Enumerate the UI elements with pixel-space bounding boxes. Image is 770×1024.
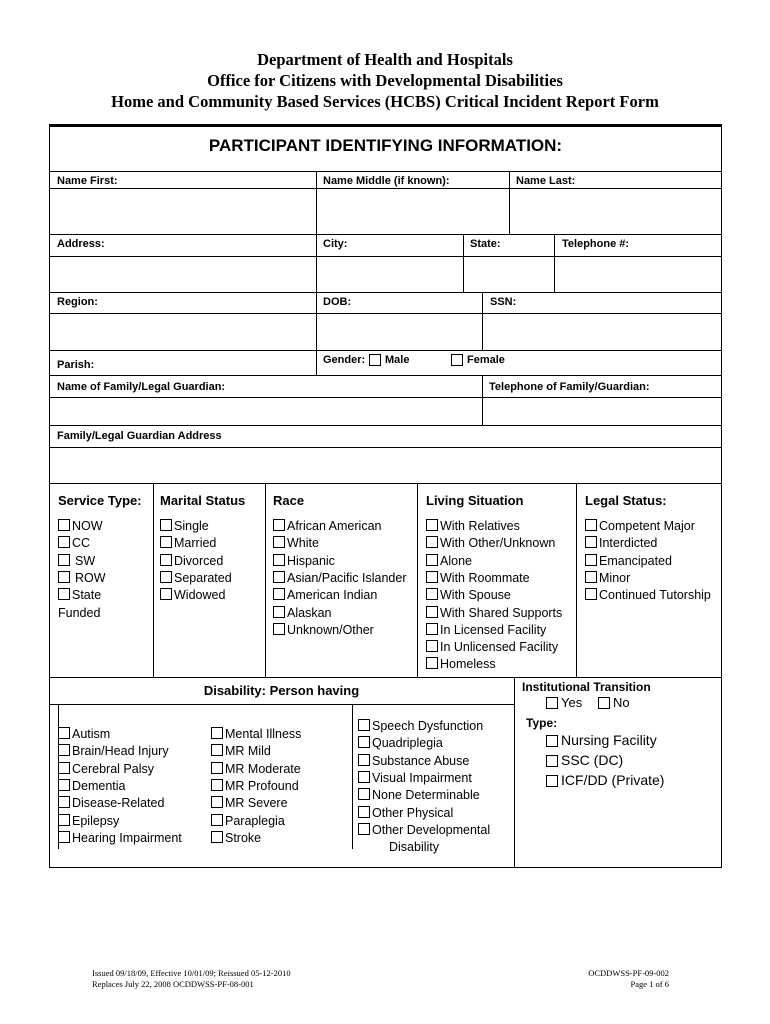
service-type-option[interactable]: NOW bbox=[58, 518, 103, 535]
state-label: State: bbox=[470, 238, 501, 250]
disability-option[interactable]: MR Severe bbox=[211, 795, 288, 812]
living-option[interactable]: With Shared Supports bbox=[426, 605, 562, 622]
checkbox-icon[interactable] bbox=[585, 571, 597, 583]
checkbox-icon[interactable] bbox=[211, 779, 223, 791]
nursing-facility-checkbox[interactable] bbox=[546, 735, 558, 747]
race-option[interactable]: Unknown/Other bbox=[273, 622, 374, 639]
checkbox-icon[interactable] bbox=[160, 536, 172, 548]
checkbox-icon[interactable] bbox=[585, 519, 597, 531]
form-title: Home and Community Based Services (HCBS) Critical Incident Report Form bbox=[111, 92, 659, 111]
guardian-phone-label: Telephone of Family/Guardian: bbox=[489, 381, 650, 393]
dob-field[interactable] bbox=[317, 314, 481, 349]
service-type-option[interactable]: ROW bbox=[58, 570, 106, 587]
guardian-address-field[interactable] bbox=[50, 448, 720, 482]
footer-form-id: OCDDWSS-PF-09-002 bbox=[588, 968, 669, 978]
service-type-option[interactable]: State bbox=[58, 587, 101, 604]
disability-option[interactable]: Cerebral Palsy bbox=[58, 761, 154, 778]
disability-option[interactable]: Brain/Head Injury bbox=[58, 743, 169, 760]
checkbox-icon[interactable] bbox=[58, 536, 70, 548]
checkbox-icon[interactable] bbox=[160, 571, 172, 583]
living-option[interactable]: Alone bbox=[426, 553, 472, 570]
checkbox-icon[interactable] bbox=[426, 536, 438, 548]
service-type-funded: Funded bbox=[58, 605, 101, 620]
city-field[interactable] bbox=[317, 257, 462, 291]
checkbox-icon[interactable] bbox=[58, 831, 70, 843]
checkbox-icon[interactable] bbox=[160, 588, 172, 600]
legal-option[interactable]: Continued Tutorship bbox=[585, 587, 711, 604]
race-option[interactable]: Hispanic bbox=[273, 553, 335, 570]
checkbox-icon[interactable] bbox=[273, 588, 285, 600]
checkbox-icon[interactable] bbox=[358, 806, 370, 818]
footer-issued: Issued 09/18/09, Effective 10/01/09; Reissued 05-12-2010 bbox=[92, 968, 291, 978]
checkbox-icon[interactable] bbox=[58, 814, 70, 826]
living-option[interactable]: Homeless bbox=[426, 656, 496, 673]
checkbox-icon[interactable] bbox=[58, 554, 70, 566]
marital-option[interactable]: Single bbox=[160, 518, 209, 535]
disability-option[interactable]: Autism bbox=[58, 726, 110, 743]
checkbox-icon[interactable] bbox=[211, 727, 223, 739]
gender-male-label: Male bbox=[385, 354, 410, 366]
guardian-address-label: Family/Legal Guardian Address bbox=[57, 430, 222, 442]
living-option[interactable]: In Licensed Facility bbox=[426, 622, 546, 639]
header-line-1: Department of Health and Hospitals bbox=[257, 50, 513, 69]
checkbox-icon[interactable] bbox=[58, 779, 70, 791]
marital-status-heading: Marital Status bbox=[160, 493, 246, 508]
race-option[interactable]: Alaskan bbox=[273, 605, 331, 622]
checkbox-icon[interactable] bbox=[58, 796, 70, 808]
checkbox-icon[interactable] bbox=[273, 623, 285, 635]
living-situation-heading: Living Situation bbox=[426, 493, 524, 508]
parish-label: Parish: bbox=[57, 359, 95, 371]
checkbox-icon[interactable] bbox=[426, 554, 438, 566]
checkbox-icon[interactable] bbox=[160, 519, 172, 531]
disability-option[interactable]: Hearing Impairment bbox=[58, 830, 182, 847]
disability-option[interactable]: Mental Illness bbox=[211, 726, 301, 743]
disability-heading: Disability: Person having bbox=[203, 683, 360, 698]
checkbox-icon[interactable] bbox=[358, 823, 370, 835]
dob-label: DOB: bbox=[323, 296, 352, 308]
checkbox-icon[interactable] bbox=[426, 571, 438, 583]
checkbox-icon[interactable] bbox=[426, 623, 438, 635]
guardian-phone-field[interactable] bbox=[483, 398, 720, 424]
checkbox-icon[interactable] bbox=[211, 744, 223, 756]
checkbox-icon[interactable] bbox=[358, 788, 370, 800]
checkbox-icon[interactable] bbox=[273, 606, 285, 618]
checkbox-icon[interactable] bbox=[160, 554, 172, 566]
checkbox-icon[interactable] bbox=[358, 736, 370, 748]
legal-option[interactable]: Competent Major bbox=[585, 518, 695, 535]
checkbox-icon[interactable] bbox=[58, 588, 70, 600]
checkbox-icon[interactable] bbox=[58, 571, 70, 583]
gender-female-checkbox[interactable] bbox=[451, 354, 463, 366]
icf-dd-label: ICF/DD (Private) bbox=[561, 772, 665, 788]
no-label: No bbox=[613, 695, 630, 710]
checkbox-icon[interactable] bbox=[211, 796, 223, 808]
gender-male-checkbox[interactable] bbox=[369, 354, 381, 366]
race-option[interactable]: White bbox=[273, 535, 319, 552]
disability-option[interactable]: Visual Impairment bbox=[358, 770, 472, 787]
gender-female-label: Female bbox=[467, 354, 505, 366]
disability-option[interactable]: MR Mild bbox=[211, 743, 271, 760]
checkbox-icon[interactable] bbox=[426, 657, 438, 669]
race-heading: Race bbox=[273, 493, 305, 508]
footer-page-number: Page 1 of 6 bbox=[630, 979, 669, 989]
checkbox-icon[interactable] bbox=[58, 727, 70, 739]
checkbox-icon[interactable] bbox=[585, 588, 597, 600]
header-line-2: Office for Citizens with Developmental Disabilities bbox=[207, 71, 563, 90]
city-label: City: bbox=[323, 238, 348, 250]
disability-option[interactable]: Stroke bbox=[211, 830, 261, 847]
telephone-label: Telephone #: bbox=[562, 238, 630, 250]
disability-option[interactable]: Quadriplegia bbox=[358, 735, 443, 752]
legal-option[interactable]: Emancipated bbox=[585, 553, 672, 570]
checkbox-icon[interactable] bbox=[426, 588, 438, 600]
telephone-field[interactable] bbox=[555, 257, 720, 291]
name-first-field[interactable] bbox=[50, 189, 315, 233]
checkbox-icon[interactable] bbox=[426, 606, 438, 618]
checkbox-icon[interactable] bbox=[358, 771, 370, 783]
service-type-option[interactable]: SW bbox=[58, 553, 95, 570]
living-option[interactable]: With Relatives bbox=[426, 518, 520, 535]
living-option[interactable]: With Roommate bbox=[426, 570, 530, 587]
checkbox-icon[interactable] bbox=[426, 519, 438, 531]
checkbox-icon[interactable] bbox=[585, 554, 597, 566]
name-last-label: Name Last: bbox=[516, 175, 576, 187]
checkbox-icon[interactable] bbox=[273, 554, 285, 566]
race-option[interactable]: American Indian bbox=[273, 587, 377, 604]
disability-option[interactable]: Speech Dysfunction bbox=[358, 718, 483, 735]
disability-option[interactable]: MR Moderate bbox=[211, 761, 301, 778]
service-type-option[interactable]: CC bbox=[58, 535, 90, 552]
yes-label: Yes bbox=[561, 695, 583, 710]
legal-option[interactable]: Minor bbox=[585, 570, 630, 587]
legal-option[interactable]: Interdicted bbox=[585, 535, 657, 552]
yes-checkbox[interactable] bbox=[546, 697, 558, 709]
checkbox-icon[interactable] bbox=[58, 762, 70, 774]
marital-option[interactable]: Married bbox=[160, 535, 216, 552]
disability-option-continued: Disability bbox=[389, 840, 440, 855]
type-label: Type: bbox=[526, 716, 558, 730]
checkbox-icon[interactable] bbox=[426, 640, 438, 652]
checkbox-icon[interactable] bbox=[58, 519, 70, 531]
state-field[interactable] bbox=[464, 257, 553, 291]
marital-option[interactable]: Separated bbox=[160, 570, 232, 587]
checkbox-icon[interactable] bbox=[211, 762, 223, 774]
disability-option[interactable]: Dementia bbox=[58, 778, 126, 795]
name-middle-label: Name Middle (if known): bbox=[323, 175, 450, 187]
no-checkbox[interactable] bbox=[598, 697, 610, 709]
name-last-field[interactable] bbox=[510, 189, 720, 233]
ssc-label: SSC (DC) bbox=[561, 752, 624, 768]
disability-option[interactable]: Substance Abuse bbox=[358, 753, 469, 770]
ssn-label: SSN: bbox=[490, 296, 517, 308]
name-first-label: Name First: bbox=[57, 175, 118, 187]
ssn-field[interactable] bbox=[483, 314, 720, 349]
checkbox-icon[interactable] bbox=[273, 571, 285, 583]
footer-replaces: Replaces July 22, 2008 OCDDWSS-PF-08-001 bbox=[92, 979, 254, 989]
race-option[interactable]: African American bbox=[273, 518, 381, 535]
checkbox-icon[interactable] bbox=[273, 519, 285, 531]
living-option[interactable]: In Unlicensed Facility bbox=[426, 639, 558, 656]
checkbox-icon[interactable] bbox=[58, 744, 70, 756]
section-title: PARTICIPANT IDENTIFYING INFORMATION: bbox=[208, 136, 563, 155]
guardian-name-field[interactable] bbox=[50, 398, 481, 424]
living-option[interactable]: With Other/Unknown bbox=[426, 535, 555, 552]
region-label: Region: bbox=[57, 296, 98, 308]
checkbox-icon[interactable] bbox=[211, 814, 223, 826]
checkbox-icon[interactable] bbox=[585, 536, 597, 548]
checkbox-icon[interactable] bbox=[273, 536, 285, 548]
marital-option[interactable]: Widowed bbox=[160, 587, 225, 604]
marital-option[interactable]: Divorced bbox=[160, 553, 223, 570]
disability-option[interactable]: Other Physical bbox=[358, 805, 453, 822]
region-field[interactable] bbox=[50, 314, 315, 349]
legal-status-heading: Legal Status: bbox=[585, 493, 667, 508]
address-field[interactable] bbox=[50, 257, 315, 291]
disability-option[interactable]: None Determinable bbox=[358, 787, 480, 804]
institutional-transition-heading: Institutional Transition bbox=[522, 680, 651, 694]
nursing-facility-label: Nursing Facility bbox=[561, 732, 657, 748]
icf-dd-checkbox[interactable] bbox=[546, 775, 558, 787]
service-type-heading: Service Type: bbox=[58, 493, 142, 508]
disability-option[interactable]: Epilepsy bbox=[58, 813, 119, 830]
gender-label: Gender: bbox=[323, 354, 366, 366]
race-option[interactable]: Asian/Pacific Islander bbox=[273, 570, 407, 587]
checkbox-icon[interactable] bbox=[358, 719, 370, 731]
checkbox-icon[interactable] bbox=[358, 754, 370, 766]
disability-option[interactable]: MR Profound bbox=[211, 778, 299, 795]
ssc-checkbox[interactable] bbox=[546, 755, 558, 767]
living-option[interactable]: With Spouse bbox=[426, 587, 511, 604]
disability-option[interactable]: Other Developmental bbox=[358, 822, 490, 839]
disability-option[interactable]: Disease-Related bbox=[58, 795, 164, 812]
disability-option[interactable]: Paraplegia bbox=[211, 813, 285, 830]
checkbox-icon[interactable] bbox=[211, 831, 223, 843]
guardian-name-label: Name of Family/Legal Guardian: bbox=[57, 381, 226, 393]
name-middle-field[interactable] bbox=[317, 189, 508, 233]
address-label: Address: bbox=[57, 238, 105, 250]
